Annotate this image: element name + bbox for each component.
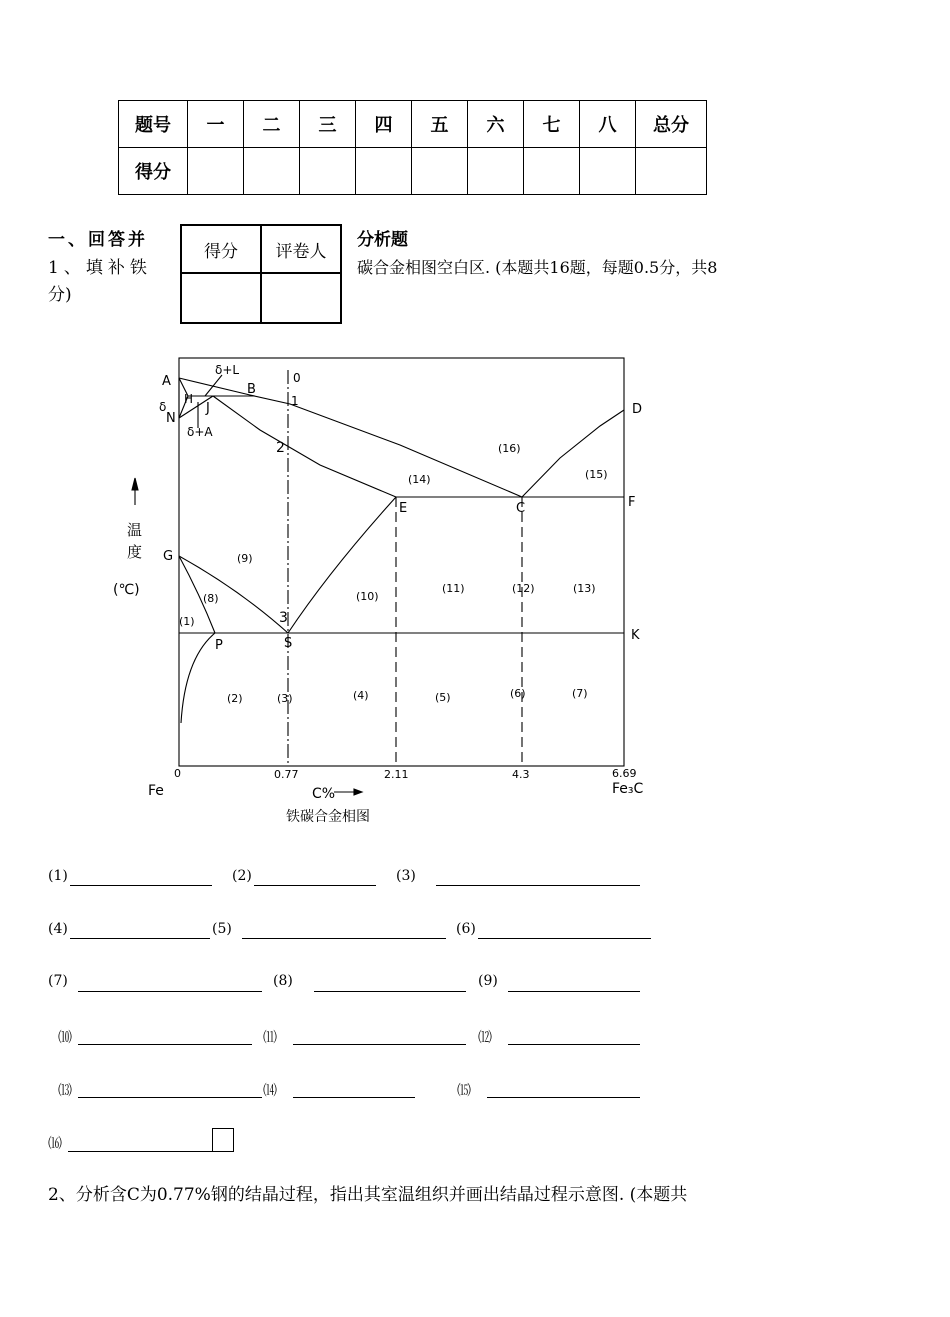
point-A: A	[162, 374, 171, 389]
score-cell[interactable]	[412, 148, 468, 195]
blank-label-9: (9)	[478, 973, 498, 989]
point-P: P	[215, 638, 223, 653]
blank-line-16[interactable]	[68, 1151, 212, 1152]
point-C: C	[516, 501, 526, 516]
score-table-header-row	[119, 101, 707, 148]
blank-line-10[interactable]	[78, 1044, 252, 1045]
region-4: (4)	[353, 689, 369, 702]
mark-3: 3	[279, 610, 288, 626]
blank-line-1[interactable]	[70, 885, 212, 886]
label-delta: δ	[159, 400, 167, 414]
axis-fe: Fe	[148, 783, 164, 799]
line-P-Q	[181, 633, 215, 723]
blank-label-15: ⒂	[457, 1083, 471, 1099]
question1-continuation: 分)	[48, 285, 72, 305]
region-13: (13)	[573, 582, 596, 595]
tick-0: 0	[174, 767, 181, 780]
blank-label-13: ⒀	[58, 1083, 72, 1099]
iron-carbon-phase-diagram	[0, 340, 950, 840]
point-N: N	[166, 411, 176, 426]
liquidus-C-D	[522, 410, 624, 497]
grader-score-cell[interactable]	[181, 273, 261, 323]
mark-1: 1	[291, 394, 299, 408]
blank-label-7: (7)	[48, 973, 68, 989]
grader-reviewer-cell[interactable]	[261, 273, 341, 323]
blank-line-3[interactable]	[436, 885, 640, 886]
point-G: G	[163, 549, 174, 564]
point-D: D	[632, 402, 643, 417]
score-header-cell: 四	[356, 101, 412, 148]
diagram-caption: 铁碳合金相图	[286, 809, 370, 825]
question1-right: 碳合金相图空白区. (本题共16题，每题0.5分，共8	[357, 258, 718, 277]
blank-label-8: (8)	[273, 973, 293, 989]
score-header-cell: 六	[468, 101, 524, 148]
question2-text: 2、分析含C为0.77%钢的结晶过程，指出其室温组织并画出结晶过程示意图. (本题共	[48, 1185, 688, 1205]
region-2: (2)	[227, 692, 243, 705]
answer-checkbox[interactable]	[212, 1128, 234, 1152]
blank-line-9[interactable]	[508, 991, 640, 992]
grader-box	[180, 224, 342, 324]
score-header-cell: 三	[300, 101, 356, 148]
score-cell[interactable]	[300, 148, 356, 195]
blank-label-14: ⒁	[263, 1083, 277, 1099]
region-6: (6)	[510, 687, 526, 700]
axis-fe3c: Fe₃C	[612, 781, 644, 797]
score-header-cell: 八	[580, 101, 636, 148]
point-H: H	[184, 392, 194, 406]
score-header-cell: 七	[524, 101, 580, 148]
blank-label-1: (1)	[48, 868, 68, 884]
blank-label-5: (5)	[212, 921, 232, 937]
blank-line-5[interactable]	[242, 938, 446, 939]
temp-unit: (℃)	[113, 582, 140, 598]
blank-line-13[interactable]	[78, 1097, 262, 1098]
blank-label-11: ⑾	[263, 1030, 277, 1046]
region-9: (9)	[237, 552, 253, 565]
temp-label-1: 温	[127, 521, 143, 539]
blank-line-12[interactable]	[508, 1044, 640, 1045]
point-S: S	[284, 636, 293, 651]
score-table-score-row	[119, 148, 707, 195]
region-5: (5)	[435, 691, 451, 704]
region-8: (8)	[203, 592, 219, 605]
line-E-S	[288, 497, 396, 633]
grader-score-label: 得分	[181, 225, 261, 273]
score-cell[interactable]	[524, 148, 580, 195]
blank-label-2: (2)	[232, 868, 252, 884]
blank-label-3: (3)	[396, 868, 416, 884]
score-header-cell: 总分	[636, 101, 707, 148]
blank-line-8[interactable]	[314, 991, 466, 992]
mark-2: 2	[276, 440, 285, 456]
score-cell[interactable]	[468, 148, 524, 195]
blank-label-10: ⑽	[58, 1030, 72, 1046]
solidus-J-E	[213, 396, 396, 497]
temp-label-2: 度	[127, 543, 143, 561]
section-title-left: 一、回答并	[48, 230, 148, 250]
score-cell[interactable]	[636, 148, 707, 195]
region-1: (1)	[179, 615, 195, 628]
tick-211: 2.11	[384, 768, 409, 781]
region-11: (11)	[442, 582, 465, 595]
score-cell[interactable]	[580, 148, 636, 195]
blank-line-7[interactable]	[78, 991, 262, 992]
tick-669: 6.69	[612, 767, 637, 780]
blank-line-6[interactable]	[478, 938, 651, 939]
blank-label-4: (4)	[48, 921, 68, 937]
score-cell[interactable]	[244, 148, 300, 195]
axis-c-percent: C%	[312, 786, 336, 802]
tick-43: 4.3	[512, 768, 530, 781]
point-E: E	[399, 501, 408, 516]
grader-reviewer-label: 评卷人	[261, 225, 341, 273]
point-K: K	[631, 628, 640, 643]
score-header-cell: 一	[188, 101, 244, 148]
blank-label-12: ⑿	[478, 1030, 492, 1046]
line-G-S	[179, 556, 288, 633]
region-15: (15)	[585, 468, 608, 481]
mark-0: 0	[293, 371, 301, 385]
blank-label-16: ⒃	[48, 1136, 62, 1152]
section-title-right: 分析题	[357, 230, 408, 250]
blank-label-6: (6)	[456, 921, 476, 937]
region-3: (3)	[277, 692, 293, 705]
score-table	[118, 100, 707, 195]
blank-line-15[interactable]	[487, 1097, 640, 1098]
region-7: (7)	[572, 687, 588, 700]
blank-line-2[interactable]	[254, 885, 376, 886]
score-cell[interactable]	[188, 148, 244, 195]
label-delta-plus-A: δ+A	[187, 425, 213, 439]
region-12: (12)	[512, 582, 535, 595]
score-header-cell: 五	[412, 101, 468, 148]
score-row-label: 得分	[119, 148, 188, 195]
region-16: (16)	[498, 442, 521, 455]
score-header-cell: 二	[244, 101, 300, 148]
label-delta-plus-L: δ+L	[215, 363, 240, 377]
score-header-cell: 题号	[119, 101, 188, 148]
question1-left: 1、填补铁	[48, 258, 152, 278]
tick-077: 0.77	[274, 768, 299, 781]
point-F: F	[628, 495, 636, 510]
point-B: B	[247, 382, 256, 397]
region-10: (10)	[356, 590, 379, 603]
blank-line-14[interactable]	[293, 1097, 415, 1098]
region-14: (14)	[408, 473, 431, 486]
blank-line-4[interactable]	[70, 938, 210, 939]
score-cell[interactable]	[356, 148, 412, 195]
blank-line-11[interactable]	[293, 1044, 466, 1045]
point-J: J	[206, 401, 210, 416]
